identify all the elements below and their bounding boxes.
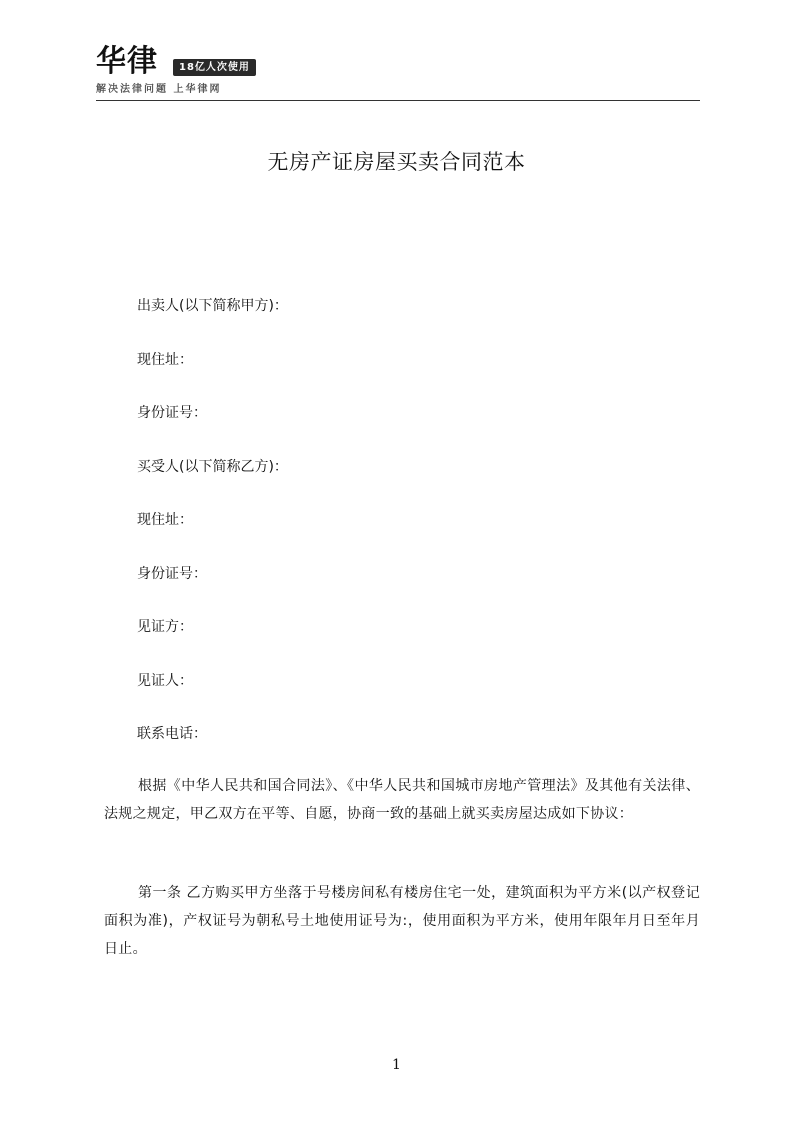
document-title: 无房产证房屋买卖合同范本 [267, 150, 526, 174]
page-header [96, 44, 700, 101]
usage-badge: 18亿人次使用 [173, 59, 256, 76]
field-seller-id: 身份证号： [137, 405, 207, 421]
field-witness-party: 见证方： [137, 619, 193, 635]
page-number: 1 [392, 1057, 401, 1073]
field-buyer: 买受人(以下简称乙方)： [137, 459, 288, 475]
paragraph-preamble: 根据《中华人民共和国合同法》、《中华人民共和国城市房地产管理法》及其他有关法律、法规之规定，甲乙双方在平等、自愿，协商一致的基础上就买卖房屋达成如下协议： [104, 778, 700, 822]
field-buyer-address: 现住址： [137, 512, 193, 528]
field-buyer-id: 身份证号： [137, 566, 207, 582]
brand-slogan: 解决法律问题 上华律网 [96, 84, 222, 95]
field-witness-person: 见证人： [137, 673, 193, 689]
brand-logo[interactable]: 华律 [96, 44, 158, 79]
paragraph-article-1: 第一条 乙方购买甲方坐落于号楼房间私有楼房住宅一处，建筑面积为平方米(以产权登记面积为准)，产权证号为朝私号土地使用证号为:，使用面积为平方米，使用年限年月日至年月日止。 [104, 885, 700, 957]
field-seller-address: 现住址： [137, 352, 193, 368]
field-contact-phone: 联系电话： [137, 726, 207, 742]
field-seller: 出卖人(以下简称甲方)： [137, 298, 288, 314]
